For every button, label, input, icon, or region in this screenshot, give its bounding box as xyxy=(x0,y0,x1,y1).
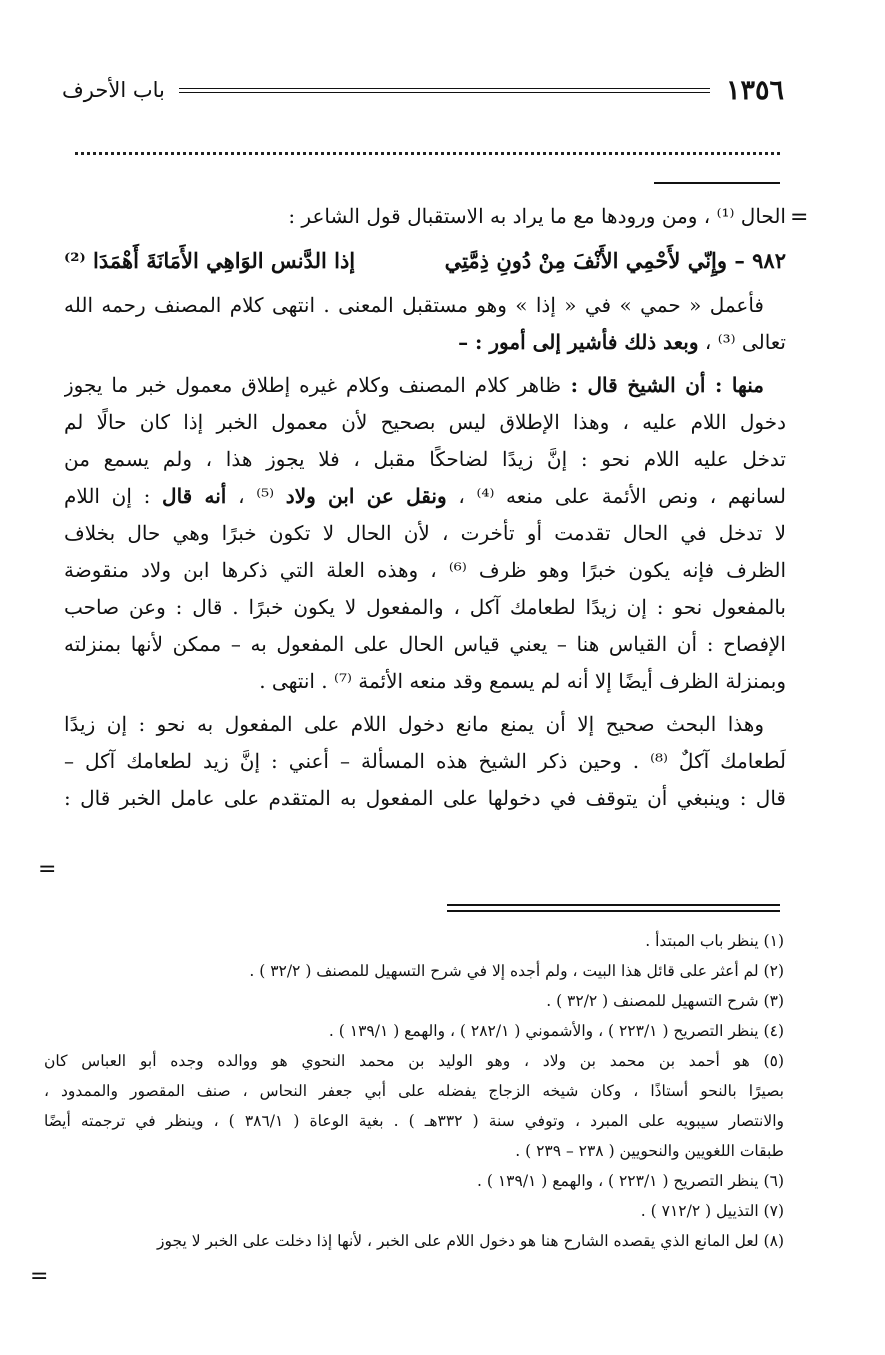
text-span: ⁽⁵⁾ ، xyxy=(226,484,286,508)
header-rule xyxy=(179,88,710,93)
bold-phrase: منها : أن الشيخ قال : xyxy=(561,373,764,397)
text-line: الإفصاح : أن القياس هنا – يعني قياس الحال على المفعول به – ممكن لأنها بمنزلته xyxy=(64,632,786,656)
footnote-continuation: والانتصار سيبويه على المبرد ، وتوفي سنة ( ٣٣٢هـ ) . بغية الوعاة ( ٣٨٦/١ ) ، وينظر في ترجمته أيضًا xyxy=(44,1112,784,1130)
text-line: فأعمل « حمي » في « إذا » وهو مستقبل المعنى . انتهى كلام المصنف رحمه الله xyxy=(64,293,764,317)
footnote: (٢) لم أعثر على قائل هذا البيت ، ولم أجده إلا في شرح التسهيل للمصنف ( ٣٢/٢ ) . xyxy=(249,962,784,980)
footnote-continuation: بصيرًا بالنحو أستاذًا ، وكان شيخه الزجاج يفضله على أبي جعفر النحاس ، صنف المقصور والممدود ، xyxy=(44,1082,784,1100)
text-line: وبمنزلة الظرف أيضًا إلا أنه لم يسمع وقد منعه الأئمة ⁽⁷⁾ . انتهى . xyxy=(259,669,786,693)
text-line xyxy=(64,478,786,515)
bold-phrase: أنه قال xyxy=(162,484,227,508)
text-span: ظاهر كلام المصنف وكلام غيره إطلاق معمول خبر ما يجوز xyxy=(64,373,562,397)
footnote: (٥) هو أحمد بن محمد بن ولاد ، وهو الوليد بن محمد النحوي هو ووالده وجده أبو العباس كان xyxy=(44,1052,784,1070)
text-rule xyxy=(654,182,780,184)
footnote-rule xyxy=(447,904,780,912)
footnote: (٨) لعل المانع الذي يقصده الشارح هنا هو دخول اللام على الخبر ، لأنها إذا دخلت على الخبر لا يجوز xyxy=(156,1232,784,1250)
dotted-separator xyxy=(75,152,780,155)
text-line: تدخل عليه اللام نحو : إنَّ زيدًا لضاحكًا مقبل ، فلا يجوز هذا ، ولم يسمع من xyxy=(64,447,786,471)
continuation-mark-top: = xyxy=(790,205,809,230)
page-header xyxy=(62,70,784,110)
footnote: (٤) ينظر التصريح ( ٢٢٣/١ ) ، والأشموني ( ٢٨٢/١ ) ، والهمع ( ١٣٩/١ ) . xyxy=(328,1022,784,1040)
text-line: الحال ⁽¹⁾ ، ومن ورودها مع ما يراد به الاستقبال قول الشاعر : xyxy=(288,204,786,228)
continuation-mark-bottom: = xyxy=(38,857,57,882)
text-span: تعالى ⁽³⁾ ، xyxy=(698,330,786,354)
continuation-mark-footnote: = xyxy=(30,1264,49,1289)
poetry-verse xyxy=(64,235,786,287)
text-line: بالمفعول نحو : إن زيدًا لطعامك آكل ، والمفعول لا يكون خبرًا . قال : وعن صاحب xyxy=(64,595,786,619)
verse-first-hemistich: ٩٨٢ – وإِنّي لأَحْمِي الأَنْفَ مِنْ دُونِ ذِمَّتِي xyxy=(444,248,786,273)
text-line: لَطعامك آكلٌ ⁽⁸⁾ . وحين ذكر الشيخ هذه المسألة – أعني : إنَّ زيد لطعامك آكل – xyxy=(64,749,786,773)
footnotes xyxy=(44,926,784,1256)
page-number: ١٣٥٦ xyxy=(725,74,784,106)
bold-phrase: وبعد ذلك فأشير إلى أمور : – xyxy=(458,330,699,354)
chapter-title: باب الأحرف xyxy=(62,78,165,102)
text-line xyxy=(64,324,786,361)
footnote: (٦) ينظر التصريح ( ٢٢٣/١ ) ، والهمع ( ١٣٩/١ ) . xyxy=(477,1172,784,1190)
text-line: دخول اللام عليه ، وهذا الإطلاق ليس بصحيح لأن معمول الخبر إذا كان حالًا لم xyxy=(64,410,786,434)
footnote: (١) ينظر باب المبتدأ . xyxy=(645,932,784,950)
footnote: (٣) شرح التسهيل للمصنف ( ٣٢/٢ ) . xyxy=(546,992,784,1010)
main-text xyxy=(64,198,786,817)
text-line: لا تدخل في الحال تقدمت أو تأخرت ، لأن الحال لا تكون خبرًا وهي حال بخلاف xyxy=(64,521,786,545)
footnote: (٧) التذييل ( ٧١٢/٢ ) . xyxy=(640,1202,784,1220)
text-line xyxy=(64,367,786,404)
verse-second-hemistich: إذا الدَّنس الوَاهِي الأَمَانَةَ أَهْمَدَا ⁽²⁾ xyxy=(64,248,356,273)
text-line: قال : وينبغي أن يتوقف في دخولها على المفعول به المتقدم على عامل الخبر قال : xyxy=(64,786,786,810)
text-line: الظرف فإنه يكون خبرًا وهو ظرف ⁽⁶⁾ ، وهذه العلة التي ذكرها ابن ولاد منقوضة xyxy=(64,558,786,582)
text-span: : إن اللام xyxy=(64,484,163,508)
text-line: وهذا البحث صحيح إلا أن يمنع مانع دخول اللام على المفعول به نحو : إن زيدًا xyxy=(64,712,764,736)
text-span: لسانهم ، ونص الأئمة على منعه ⁽⁴⁾ ، xyxy=(446,484,786,508)
bold-phrase: ونقل عن ابن ولاد xyxy=(285,484,447,508)
footnote-continuation: طبقات اللغويين والنحويين ( ٢٣٨ – ٢٣٩ ) . xyxy=(515,1142,784,1160)
